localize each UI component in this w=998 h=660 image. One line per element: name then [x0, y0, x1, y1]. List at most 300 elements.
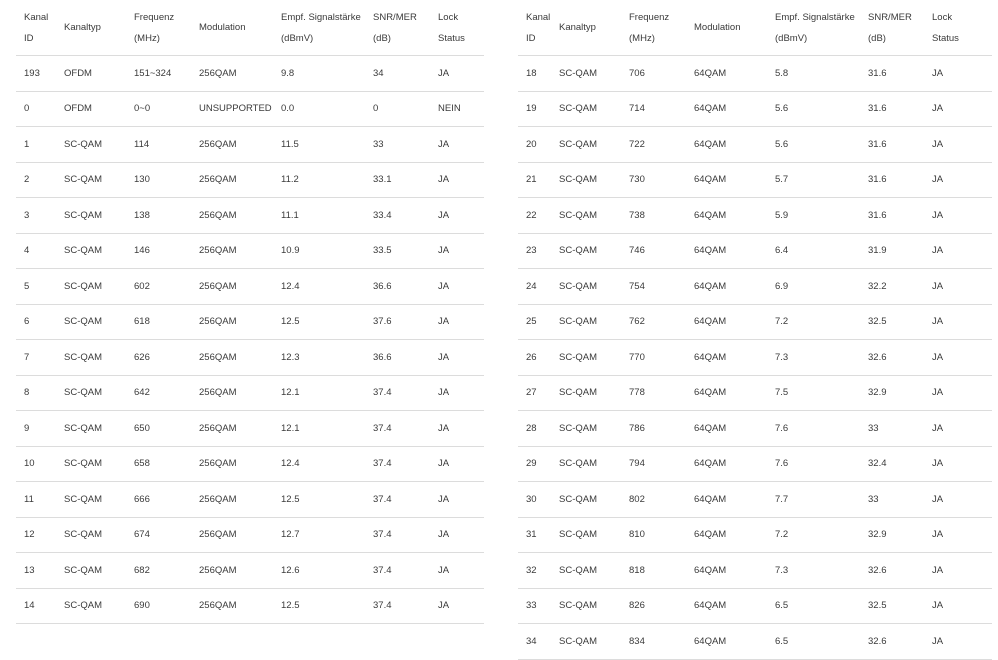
cell-modulation: 256QAM [199, 304, 281, 340]
cell-lock-status: JA [932, 91, 992, 127]
cell-kanaltyp: SC-QAM [559, 162, 629, 198]
cell-lock-status: JA [932, 517, 992, 553]
header-line: Modulation [694, 22, 741, 33]
cell-kanal-id: 19 [518, 91, 559, 127]
cell-lock-status: JA [932, 411, 992, 447]
table-body [16, 56, 484, 624]
cell-signalstaerke: 12.5 [281, 482, 373, 518]
header-line: Kanaltyp [64, 22, 101, 33]
cell-snr: 37.4 [373, 411, 438, 447]
cell-lock-status: JA [932, 162, 992, 198]
table-row [518, 127, 992, 163]
cell-kanal-id: 28 [518, 411, 559, 447]
header-kanal-id [518, 0, 559, 56]
cell-lock-status: JA [438, 482, 484, 518]
cell-kanal-id: 18 [518, 56, 559, 92]
cell-signalstaerke: 11.5 [281, 127, 373, 163]
cell-lock-status: JA [438, 411, 484, 447]
cell-kanal-id: 2 [16, 162, 64, 198]
header-line: ID [24, 33, 34, 44]
header-line: SNR/MER [868, 12, 912, 23]
cell-signalstaerke: 12.6 [281, 553, 373, 589]
cell-kanal-id: 193 [16, 56, 64, 92]
header-line: Lock [932, 12, 953, 23]
table-row [16, 127, 484, 163]
cell-kanaltyp: SC-QAM [64, 162, 134, 198]
table-row [518, 269, 992, 305]
cell-modulation: 64QAM [694, 446, 775, 482]
table-row [16, 304, 484, 340]
cell-snr: 32.6 [868, 553, 932, 589]
cell-signalstaerke: 5.9 [775, 198, 868, 234]
cell-lock-status: JA [932, 588, 992, 624]
cell-kanaltyp: SC-QAM [559, 91, 629, 127]
table-row [518, 482, 992, 518]
cell-snr: 37.4 [373, 588, 438, 624]
table-row [16, 553, 484, 589]
cell-signalstaerke: 6.4 [775, 233, 868, 269]
cell-frequenz: 151~324 [134, 56, 199, 92]
cell-frequenz: 746 [629, 233, 694, 269]
cell-kanaltyp: SC-QAM [559, 624, 629, 660]
cell-snr: 33.1 [373, 162, 438, 198]
cell-snr: 37.4 [373, 482, 438, 518]
cell-kanal-id: 34 [518, 624, 559, 660]
header-frequenz [629, 0, 694, 56]
header-signalstaerke [775, 0, 868, 56]
header-lock-status [438, 0, 484, 56]
cell-lock-status: JA [438, 269, 484, 305]
cell-modulation: 256QAM [199, 127, 281, 163]
cell-signalstaerke: 5.6 [775, 91, 868, 127]
cell-frequenz: 642 [134, 375, 199, 411]
cell-frequenz: 666 [134, 482, 199, 518]
cell-frequenz: 706 [629, 56, 694, 92]
cell-snr: 37.4 [373, 375, 438, 411]
cell-snr: 37.4 [373, 553, 438, 589]
table-row [16, 198, 484, 234]
cell-lock-status: JA [932, 304, 992, 340]
cell-frequenz: 618 [134, 304, 199, 340]
cell-kanal-id: 9 [16, 411, 64, 447]
table-row [518, 91, 992, 127]
cell-kanaltyp: SC-QAM [559, 269, 629, 305]
cell-snr: 33.4 [373, 198, 438, 234]
cell-kanal-id: 10 [16, 446, 64, 482]
cell-modulation: 256QAM [199, 198, 281, 234]
cell-frequenz: 130 [134, 162, 199, 198]
cell-kanal-id: 13 [16, 553, 64, 589]
cell-kanaltyp: SC-QAM [559, 482, 629, 518]
cell-snr: 33 [868, 482, 932, 518]
cell-signalstaerke: 7.2 [775, 304, 868, 340]
cell-kanaltyp: SC-QAM [64, 482, 134, 518]
header-frequenz [134, 0, 199, 56]
cell-snr: 37.4 [373, 446, 438, 482]
cell-kanaltyp: SC-QAM [64, 517, 134, 553]
table-row [16, 269, 484, 305]
cell-modulation: 64QAM [694, 162, 775, 198]
cell-lock-status: JA [932, 56, 992, 92]
cell-snr: 34 [373, 56, 438, 92]
cell-lock-status: JA [932, 127, 992, 163]
cell-frequenz: 114 [134, 127, 199, 163]
cell-kanaltyp: SC-QAM [559, 517, 629, 553]
cell-signalstaerke: 5.8 [775, 56, 868, 92]
cell-modulation: 256QAM [199, 375, 281, 411]
cell-kanaltyp: SC-QAM [64, 304, 134, 340]
cell-lock-status: JA [932, 269, 992, 305]
cell-lock-status: JA [438, 304, 484, 340]
cell-kanaltyp: SC-QAM [559, 56, 629, 92]
cell-kanal-id: 32 [518, 553, 559, 589]
cell-frequenz: 730 [629, 162, 694, 198]
cell-snr: 31.6 [868, 162, 932, 198]
cell-kanaltyp: SC-QAM [64, 553, 134, 589]
cell-lock-status: JA [438, 340, 484, 376]
cell-kanal-id: 25 [518, 304, 559, 340]
cell-kanaltyp: SC-QAM [559, 588, 629, 624]
cell-kanal-id: 20 [518, 127, 559, 163]
cell-lock-status: JA [438, 446, 484, 482]
cell-modulation: 256QAM [199, 517, 281, 553]
cell-modulation: 256QAM [199, 269, 281, 305]
table-row [518, 304, 992, 340]
table-row [518, 198, 992, 234]
cell-kanal-id: 4 [16, 233, 64, 269]
cell-kanal-id: 8 [16, 375, 64, 411]
header-line: Lock [438, 12, 459, 23]
cell-modulation: 64QAM [694, 624, 775, 660]
cell-kanal-id: 12 [16, 517, 64, 553]
cell-signalstaerke: 12.1 [281, 375, 373, 411]
cell-lock-status: JA [932, 233, 992, 269]
cell-snr: 32.5 [868, 304, 932, 340]
cell-kanal-id: 30 [518, 482, 559, 518]
cell-signalstaerke: 7.7 [775, 482, 868, 518]
cell-frequenz: 146 [134, 233, 199, 269]
cell-kanal-id: 33 [518, 588, 559, 624]
cell-modulation: 256QAM [199, 411, 281, 447]
cell-signalstaerke: 12.1 [281, 411, 373, 447]
cell-frequenz: 818 [629, 553, 694, 589]
cell-snr: 36.6 [373, 340, 438, 376]
cell-frequenz: 658 [134, 446, 199, 482]
cell-kanaltyp: SC-QAM [64, 411, 134, 447]
cell-signalstaerke: 12.3 [281, 340, 373, 376]
downstream-table-left [16, 0, 484, 624]
header-lock-status [932, 0, 992, 56]
header-line: Empf. Signalstärke [281, 12, 361, 23]
cell-kanaltyp: SC-QAM [64, 198, 134, 234]
cell-kanal-id: 23 [518, 233, 559, 269]
cell-snr: 31.6 [868, 198, 932, 234]
table-row [518, 340, 992, 376]
cell-modulation: 256QAM [199, 482, 281, 518]
cell-kanaltyp: SC-QAM [559, 198, 629, 234]
cell-signalstaerke: 12.4 [281, 446, 373, 482]
cell-modulation: 64QAM [694, 517, 775, 553]
header-line: (dBmV) [775, 33, 808, 44]
cell-modulation: UNSUPPORTED [199, 91, 281, 127]
cell-lock-status: JA [438, 588, 484, 624]
cell-frequenz: 650 [134, 411, 199, 447]
cell-modulation: 64QAM [694, 482, 775, 518]
cell-frequenz: 138 [134, 198, 199, 234]
cell-signalstaerke: 7.3 [775, 553, 868, 589]
table-row [518, 588, 992, 624]
cell-kanal-id: 5 [16, 269, 64, 305]
cell-signalstaerke: 12.7 [281, 517, 373, 553]
cell-lock-status: JA [438, 198, 484, 234]
cell-modulation: 64QAM [694, 91, 775, 127]
cell-signalstaerke: 12.5 [281, 304, 373, 340]
cell-modulation: 256QAM [199, 162, 281, 198]
cell-modulation: 64QAM [694, 588, 775, 624]
table-row [16, 340, 484, 376]
cell-snr: 0 [373, 91, 438, 127]
cell-kanaltyp: SC-QAM [559, 446, 629, 482]
cell-lock-status: JA [932, 340, 992, 376]
cell-frequenz: 802 [629, 482, 694, 518]
cell-kanaltyp: SC-QAM [559, 233, 629, 269]
header-line: (dBmV) [281, 33, 314, 44]
cell-lock-status: JA [932, 482, 992, 518]
cell-frequenz: 834 [629, 624, 694, 660]
cell-frequenz: 762 [629, 304, 694, 340]
table-row [16, 56, 484, 92]
cell-signalstaerke: 5.7 [775, 162, 868, 198]
cell-modulation: 256QAM [199, 553, 281, 589]
cell-signalstaerke: 5.6 [775, 127, 868, 163]
table-row [16, 588, 484, 624]
table-row [518, 162, 992, 198]
cell-signalstaerke: 7.6 [775, 411, 868, 447]
cell-snr: 33 [868, 411, 932, 447]
header-line: Kanal [24, 12, 49, 23]
cell-frequenz: 754 [629, 269, 694, 305]
cell-lock-status: NEIN [438, 91, 484, 127]
header-line: Modulation [199, 22, 246, 33]
header-row [16, 0, 484, 56]
header-line: Kanal [526, 12, 551, 23]
cell-signalstaerke: 7.2 [775, 517, 868, 553]
cell-frequenz: 794 [629, 446, 694, 482]
table-row [16, 411, 484, 447]
cell-lock-status: JA [438, 127, 484, 163]
cell-snr: 32.9 [868, 517, 932, 553]
cell-kanal-id: 26 [518, 340, 559, 376]
header-line: Status [438, 33, 465, 44]
cell-signalstaerke: 12.4 [281, 269, 373, 305]
cell-kanal-id: 27 [518, 375, 559, 411]
table-row [16, 446, 484, 482]
cell-lock-status: JA [438, 553, 484, 589]
cell-lock-status: JA [932, 375, 992, 411]
cell-signalstaerke: 0.0 [281, 91, 373, 127]
cell-snr: 31.6 [868, 127, 932, 163]
cell-kanaltyp: SC-QAM [559, 340, 629, 376]
header-modulation [694, 0, 775, 56]
cell-lock-status: JA [932, 624, 992, 660]
cell-signalstaerke: 10.9 [281, 233, 373, 269]
cell-signalstaerke: 12.5 [281, 588, 373, 624]
header-line: Empf. Signalstärke [775, 12, 855, 23]
header-line: ID [526, 33, 536, 44]
cell-lock-status: JA [438, 233, 484, 269]
cell-lock-status: JA [438, 162, 484, 198]
cell-kanaltyp: SC-QAM [64, 446, 134, 482]
table-header [16, 0, 484, 56]
table-row [16, 517, 484, 553]
cell-modulation: 64QAM [694, 198, 775, 234]
cell-signalstaerke: 6.5 [775, 624, 868, 660]
cell-snr: 32.9 [868, 375, 932, 411]
cell-kanal-id: 29 [518, 446, 559, 482]
cell-lock-status: JA [932, 198, 992, 234]
table-row [518, 233, 992, 269]
cell-lock-status: JA [932, 553, 992, 589]
cell-modulation: 256QAM [199, 233, 281, 269]
header-line: Status [932, 33, 959, 44]
table-row [518, 446, 992, 482]
cell-frequenz: 770 [629, 340, 694, 376]
header-kanaltyp [64, 0, 134, 56]
cell-signalstaerke: 9.8 [281, 56, 373, 92]
header-line: Frequenz [134, 12, 175, 23]
cell-kanal-id: 31 [518, 517, 559, 553]
cell-frequenz: 722 [629, 127, 694, 163]
cell-signalstaerke: 11.2 [281, 162, 373, 198]
header-kanaltyp [559, 0, 629, 56]
table-row [518, 517, 992, 553]
cell-snr: 33.5 [373, 233, 438, 269]
cell-snr: 32.5 [868, 588, 932, 624]
header-line: (dB) [868, 33, 886, 44]
cell-modulation: 64QAM [694, 127, 775, 163]
cell-kanal-id: 14 [16, 588, 64, 624]
header-line: (dB) [373, 33, 391, 44]
cell-signalstaerke: 6.9 [775, 269, 868, 305]
cell-kanal-id: 7 [16, 340, 64, 376]
cell-snr: 32.4 [868, 446, 932, 482]
cell-snr: 31.6 [868, 56, 932, 92]
cell-kanal-id: 21 [518, 162, 559, 198]
cell-modulation: 256QAM [199, 446, 281, 482]
header-kanal-id [16, 0, 64, 56]
cell-signalstaerke: 11.1 [281, 198, 373, 234]
cell-kanaltyp: OFDM [64, 91, 134, 127]
cell-kanaltyp: SC-QAM [64, 340, 134, 376]
cell-lock-status: JA [438, 56, 484, 92]
header-snr [868, 0, 932, 56]
cell-kanaltyp: SC-QAM [559, 375, 629, 411]
header-row [518, 0, 992, 56]
table-row [16, 91, 484, 127]
cell-lock-status: JA [438, 517, 484, 553]
cell-kanal-id: 6 [16, 304, 64, 340]
cell-frequenz: 714 [629, 91, 694, 127]
cell-snr: 33 [373, 127, 438, 163]
cell-modulation: 64QAM [694, 56, 775, 92]
header-modulation [199, 0, 281, 56]
header-line: Frequenz [629, 12, 670, 23]
cell-modulation: 256QAM [199, 56, 281, 92]
cell-modulation: 256QAM [199, 588, 281, 624]
cell-kanaltyp: SC-QAM [559, 553, 629, 589]
cell-kanal-id: 3 [16, 198, 64, 234]
table-row [518, 553, 992, 589]
header-signalstaerke [281, 0, 373, 56]
cell-snr: 32.6 [868, 340, 932, 376]
cell-kanaltyp: SC-QAM [64, 127, 134, 163]
cell-kanal-id: 24 [518, 269, 559, 305]
cell-frequenz: 690 [134, 588, 199, 624]
table-body [518, 56, 992, 660]
header-line: (MHz) [629, 33, 655, 44]
cell-modulation: 64QAM [694, 340, 775, 376]
cell-modulation: 64QAM [694, 304, 775, 340]
cell-kanaltyp: SC-QAM [559, 411, 629, 447]
cell-kanaltyp: SC-QAM [64, 588, 134, 624]
cell-snr: 32.6 [868, 624, 932, 660]
cell-frequenz: 682 [134, 553, 199, 589]
header-line: (MHz) [134, 33, 160, 44]
cell-frequenz: 786 [629, 411, 694, 447]
table-row [518, 624, 992, 660]
cell-kanaltyp: SC-QAM [64, 269, 134, 305]
cell-lock-status: JA [438, 375, 484, 411]
cell-kanaltyp: SC-QAM [559, 304, 629, 340]
cell-snr: 31.9 [868, 233, 932, 269]
cell-kanal-id: 22 [518, 198, 559, 234]
cell-snr: 37.6 [373, 304, 438, 340]
cell-snr: 37.4 [373, 517, 438, 553]
cell-frequenz: 810 [629, 517, 694, 553]
table-header [518, 0, 992, 56]
table-row [16, 162, 484, 198]
cell-frequenz: 0~0 [134, 91, 199, 127]
cell-frequenz: 778 [629, 375, 694, 411]
cell-modulation: 64QAM [694, 269, 775, 305]
cell-kanal-id: 11 [16, 482, 64, 518]
cell-modulation: 64QAM [694, 553, 775, 589]
cell-snr: 32.2 [868, 269, 932, 305]
cell-frequenz: 826 [629, 588, 694, 624]
table-row [518, 411, 992, 447]
cell-kanaltyp: OFDM [64, 56, 134, 92]
cell-modulation: 64QAM [694, 375, 775, 411]
cell-frequenz: 602 [134, 269, 199, 305]
cell-modulation: 64QAM [694, 411, 775, 447]
cell-kanaltyp: SC-QAM [64, 375, 134, 411]
downstream-table-right [518, 0, 992, 660]
cell-signalstaerke: 6.5 [775, 588, 868, 624]
cell-kanal-id: 0 [16, 91, 64, 127]
cell-modulation: 256QAM [199, 340, 281, 376]
table-row [518, 375, 992, 411]
table-row [518, 56, 992, 92]
cell-signalstaerke: 7.3 [775, 340, 868, 376]
cell-lock-status: JA [932, 446, 992, 482]
cell-kanaltyp: SC-QAM [559, 127, 629, 163]
cell-signalstaerke: 7.6 [775, 446, 868, 482]
cell-snr: 36.6 [373, 269, 438, 305]
cell-snr: 31.6 [868, 91, 932, 127]
table-row [16, 375, 484, 411]
cell-frequenz: 674 [134, 517, 199, 553]
cell-modulation: 64QAM [694, 233, 775, 269]
